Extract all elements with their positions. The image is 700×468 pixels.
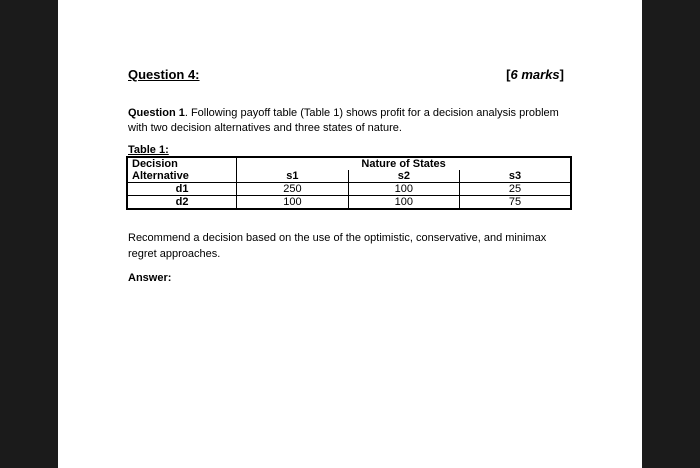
table-row bbox=[127, 196, 571, 210]
corner-header-line1: Decision bbox=[127, 157, 237, 170]
question-text bbox=[128, 106, 568, 136]
column-header-s1: s1 bbox=[237, 170, 348, 183]
table-cell: 100 bbox=[348, 196, 459, 210]
table-cell: 250 bbox=[237, 183, 348, 196]
column-header-s2: s2 bbox=[348, 170, 459, 183]
table-cell: 100 bbox=[348, 183, 459, 196]
answer-label: Answer: bbox=[128, 272, 172, 284]
question-marks bbox=[506, 67, 564, 82]
corner-header-line2: Alternative bbox=[127, 170, 237, 183]
recommendation-text: Recommend a decision based on the use of the optimistic, conservative, and minimax regret approaches. bbox=[128, 232, 547, 260]
marks-value: 6 marks bbox=[510, 67, 560, 82]
table-cell: 100 bbox=[237, 196, 348, 210]
question-label: Question 1 bbox=[128, 107, 185, 119]
payoff-table bbox=[126, 156, 572, 210]
row-label: d2 bbox=[127, 196, 237, 210]
document-page bbox=[58, 0, 642, 468]
question-title: Question 4: bbox=[128, 67, 200, 82]
group-header: Nature of States bbox=[237, 157, 571, 170]
table-label: Table 1: bbox=[128, 144, 169, 156]
marks-open: [ bbox=[506, 67, 511, 82]
row-label: d1 bbox=[127, 183, 237, 196]
column-header-s3: s3 bbox=[460, 170, 571, 183]
table-cell: 25 bbox=[460, 183, 571, 196]
table-row bbox=[127, 183, 571, 196]
question-body: . Following payoff table (Table 1) shows profit for a decision analysis problem with two decision alternatives and three states of nature. bbox=[128, 107, 559, 134]
marks-close: ] bbox=[559, 67, 564, 82]
table-cell: 75 bbox=[460, 196, 571, 210]
